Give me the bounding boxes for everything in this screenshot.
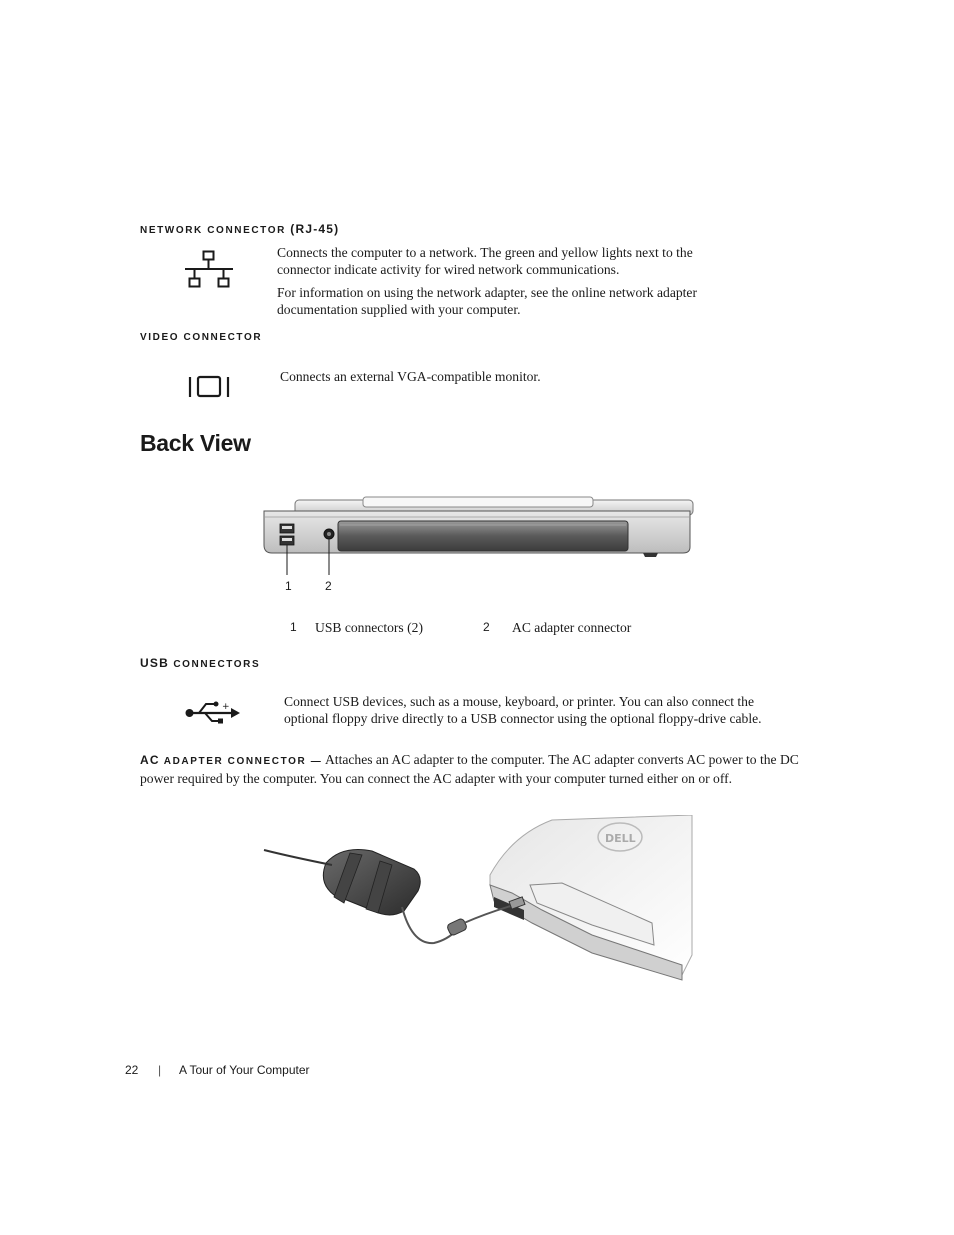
usb-description: Connect USB devices, such as a mouse, keyboard, or printer. You can also connect the optional floppy drive directly to a USB connector using the optional floppy-drive cable. [284, 694, 762, 726]
network-icon [183, 250, 235, 290]
heading-suffix: (RJ-45) [290, 222, 340, 236]
legend-num-1: 1 [290, 620, 297, 634]
legend-label-2: AC adapter connector [512, 620, 632, 635]
laptop-back-view-image [258, 495, 698, 600]
heading-main: USB [140, 656, 169, 670]
heading-main: AC [140, 753, 160, 767]
network-para-1: Connects the computer to a network. The green and yellow lights next to the connector indicate activity for wired network communications. [277, 245, 693, 277]
callout-2: 2 [325, 579, 332, 593]
ac-adapter-text: Attaches an AC adapter to the computer. The AC adapter converts AC power to the DC power required by the computer. You can connect the AC adapter with your computer turned either on or off. [140, 752, 799, 786]
svg-text:DELL: DELL [605, 832, 636, 845]
footer-section-title: A Tour of Your Computer [179, 1063, 310, 1077]
usb-connectors-heading [140, 656, 260, 670]
svg-text:+: + [222, 702, 230, 712]
usb-icon [185, 701, 243, 725]
heading-suffix: CONNECTORS [173, 659, 261, 670]
heading-main: NETWORK CONNECTOR [140, 225, 286, 236]
ac-adapter-paragraph [140, 751, 820, 787]
footer-separator: | [158, 1063, 162, 1077]
video-connector-icon [188, 375, 232, 399]
video-connector-heading: VIDEO CONNECTOR [140, 332, 263, 343]
network-connector-heading [140, 222, 339, 236]
callout-1: 1 [285, 579, 292, 593]
back-view-title: Back View [140, 430, 251, 456]
network-para-2: For information on using the network adapter, see the online network adapter documentation supplied with your computer. [277, 285, 697, 317]
ac-adapter-illustration [262, 815, 702, 990]
legend-num-2: 2 [483, 620, 490, 634]
video-description: Connects an external VGA-compatible monitor. [280, 369, 541, 384]
legend-label-1: USB connectors (2) [315, 620, 423, 635]
heading-suffix: ADAPTER CONNECTOR — [163, 756, 323, 767]
page-number: 22 [125, 1063, 139, 1077]
ac-adapter-heading [140, 753, 323, 767]
network-description [277, 244, 747, 318]
